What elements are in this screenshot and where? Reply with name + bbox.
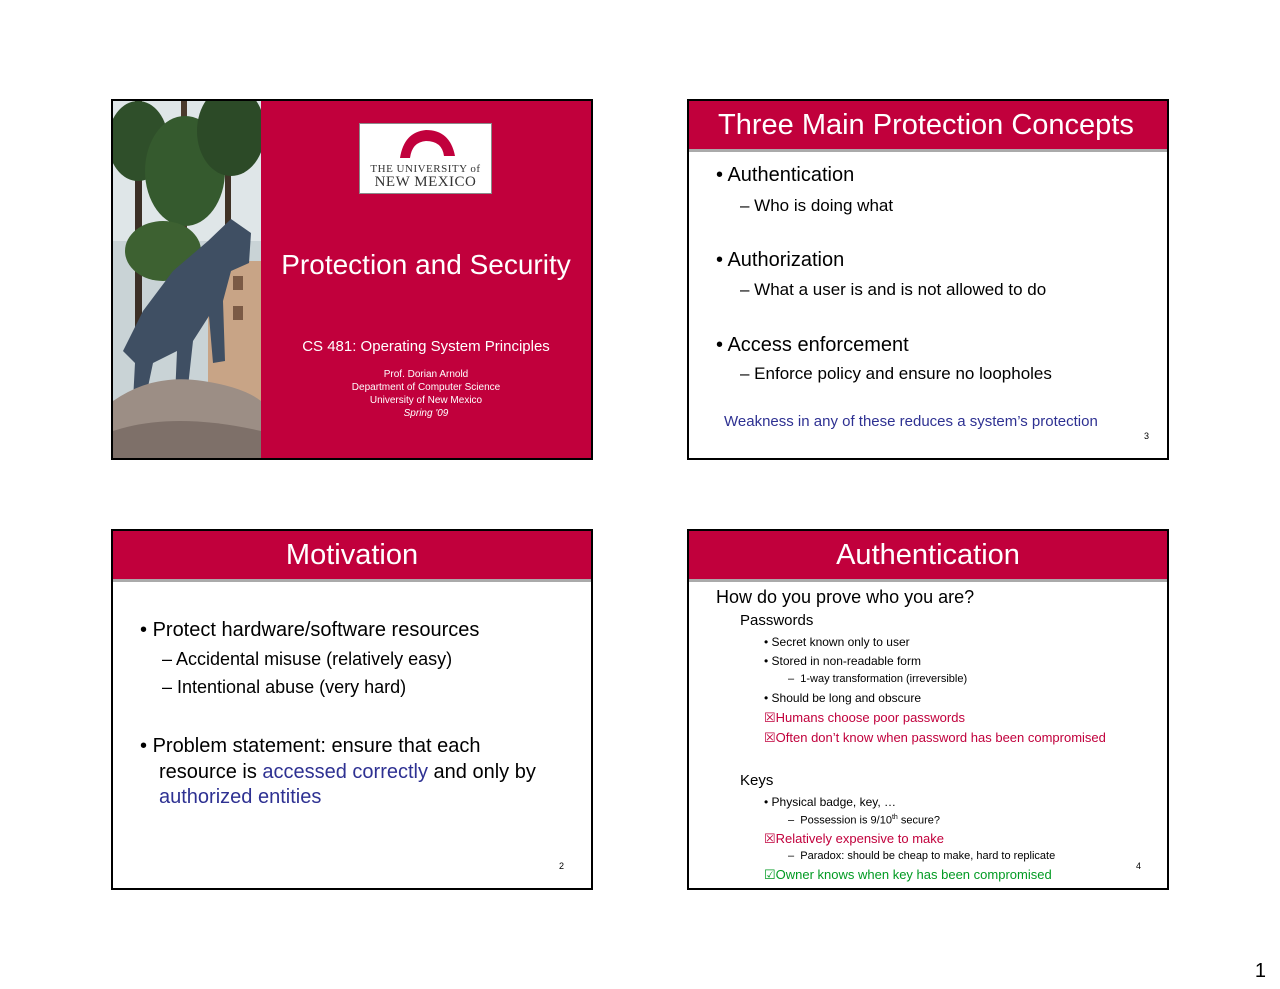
point-text: Possession is 9/10 xyxy=(800,814,892,827)
superscript: th xyxy=(891,814,898,821)
passwords-heading: Passwords xyxy=(740,612,814,629)
slide-header: Authentication xyxy=(689,531,1167,582)
password-subpoint: – 1-way transformation (irreversible) xyxy=(788,673,968,685)
slide-header: Motivation xyxy=(113,531,591,582)
slide-main-title: Protection and Security xyxy=(281,249,571,280)
password-point: • Secret known only to user xyxy=(764,635,910,649)
logo-line-1: THE UNIVERSITY of xyxy=(370,163,481,175)
text-segment: resource is xyxy=(159,761,263,783)
slide-authentication xyxy=(687,529,1169,890)
slide-number: 4 xyxy=(1135,861,1141,871)
password-point: • Stored in non-readable form xyxy=(764,654,921,668)
concept-label: Access enforcement xyxy=(727,334,909,356)
password-point: • Should be long and obscure xyxy=(764,691,921,705)
cross-box-icon: ☒ xyxy=(764,730,776,745)
point-text: Owner knows when key has been compromised xyxy=(775,867,1052,882)
sub-bullet-accidental: – Accidental misuse (relatively easy) xyxy=(162,649,453,669)
university-name: University of New Mexico xyxy=(369,395,483,406)
point-text: Secret known only to user xyxy=(771,635,910,649)
point-text: Stored in non-readable form xyxy=(771,654,921,668)
sub-bullet-intentional: – Intentional abuse (very hard) xyxy=(162,677,407,697)
highlight-authorized-entities: authorized entities xyxy=(159,786,322,808)
page-number: 1 xyxy=(1254,960,1266,982)
auth-question: How do you prove who you are? xyxy=(716,587,975,607)
text-segment: and only by xyxy=(428,761,536,783)
key-drawback xyxy=(764,831,944,847)
slide-header: Three Main Protection Concepts xyxy=(689,101,1167,152)
bullet-protect-resources: • Protect hardware/software resources xyxy=(140,619,480,641)
weakness-note: Weakness in any of these reduces a system’s protection xyxy=(724,413,1098,430)
concept-authorization: • Authorization xyxy=(716,249,845,271)
point-text: secure? xyxy=(897,814,940,827)
bullet-problem-statement: • Problem statement: ensure that each xyxy=(140,735,481,757)
bullet-text: Problem statement: ensure that each xyxy=(152,735,481,757)
keys-heading: Keys xyxy=(740,772,774,789)
concept-access-enforcement: • Access enforcement xyxy=(716,334,909,356)
term-label: Spring '09 xyxy=(403,408,449,419)
point-text: Often don’t know when password has been compromised xyxy=(775,730,1106,745)
slide-number: 3 xyxy=(1143,431,1149,441)
concept-label: Authentication xyxy=(727,164,855,186)
slide-number: 2 xyxy=(558,861,564,871)
department-name: Department of Computer Science xyxy=(351,382,501,393)
problem-statement-line-2 xyxy=(159,761,536,784)
password-drawback xyxy=(764,730,1106,746)
slide-protection-concepts xyxy=(687,99,1169,460)
wolf-statue-photo xyxy=(113,101,261,458)
slide-motivation xyxy=(111,529,593,890)
key-point: • Physical badge, key, … xyxy=(764,795,897,809)
check-box-icon: ☑ xyxy=(764,867,776,882)
slide-title xyxy=(111,99,593,460)
concept-detail: – Enforce policy and ensure no loopholes xyxy=(740,364,1052,383)
point-text: Humans choose poor passwords xyxy=(775,710,965,725)
password-drawback xyxy=(764,710,965,726)
course-name: CS 481: Operating System Principles xyxy=(302,338,550,355)
bullet-text: Protect hardware/software resources xyxy=(152,619,480,641)
unm-logo-mark-icon xyxy=(360,124,493,164)
point-text: Paradox: should be cheap to make, hard to replicate xyxy=(800,850,1056,862)
unm-logo xyxy=(359,123,492,194)
key-subpoint: – Possession is 9/10th secure? xyxy=(788,814,940,827)
key-advantage xyxy=(764,867,1052,883)
point-text: Relatively expensive to make xyxy=(775,831,945,846)
cross-box-icon: ☒ xyxy=(764,710,776,725)
point-text: 1-way transformation (irreversible) xyxy=(800,673,968,685)
concept-detail: – What a user is and is not allowed to do xyxy=(740,280,1047,299)
logo-line-2: NEW MEXICO xyxy=(374,174,477,190)
key-subpoint: – Paradox: should be cheap to make, hard to replicate xyxy=(788,850,1056,862)
concept-label: Authorization xyxy=(727,249,845,271)
highlight-accessed-correctly: accessed correctly xyxy=(262,761,428,783)
cross-box-icon: ☒ xyxy=(764,831,776,846)
professor-name: Prof. Dorian Arnold xyxy=(383,369,469,380)
concept-authentication: • Authentication xyxy=(716,164,855,186)
point-text: Should be long and obscure xyxy=(771,691,921,705)
concept-detail: – Who is doing what xyxy=(740,196,894,215)
point-text: Physical badge, key, … xyxy=(771,795,897,809)
